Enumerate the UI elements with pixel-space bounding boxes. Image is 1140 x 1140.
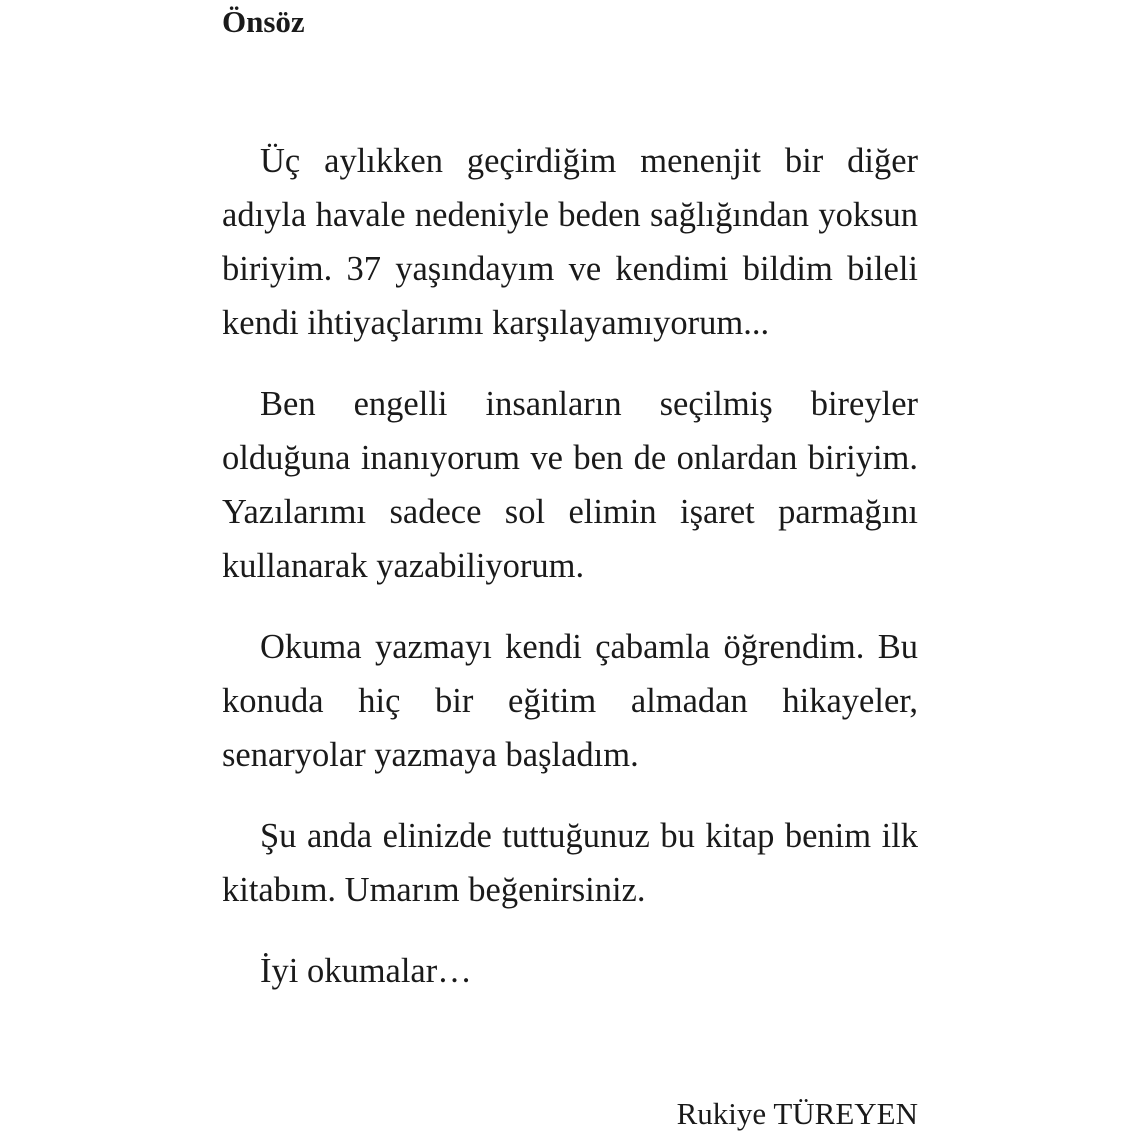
page-title: Önsöz (222, 4, 305, 39)
preface-body (222, 134, 918, 1025)
paragraph-3: Okuma yazmayı kendi çabamla öğrendim. Bu konuda hiç bir eğitim almadan hikayeler, senaryolar yazmaya başladım. (222, 628, 918, 774)
paragraph-4: Şu anda elinizde tuttuğunuz bu kitap benim ilk kitabım. Umarım beğenirsiniz. (222, 817, 918, 909)
author-signature: Rukiye TÜREYEN (676, 1096, 918, 1131)
paragraph-5: İyi okumalar… (260, 952, 472, 990)
paragraph-2: Ben engelli insanların seçilmiş bireyler olduğuna inanıyorum ve ben de onlardan biriyim. Yazılarımı sadece sol elimin işaret parmağını kullanarak yazabiliyorum. (222, 385, 918, 585)
paragraph-1: Üç aylıkken geçirdiğim menenjit bir diğer adıyla havale nedeniyle beden sağlığından yoksun biriyim. 37 yaşındayım ve kendimi bildim bileli kendi ihtiyaçlarımı karşılayamıyorum... (222, 142, 918, 342)
